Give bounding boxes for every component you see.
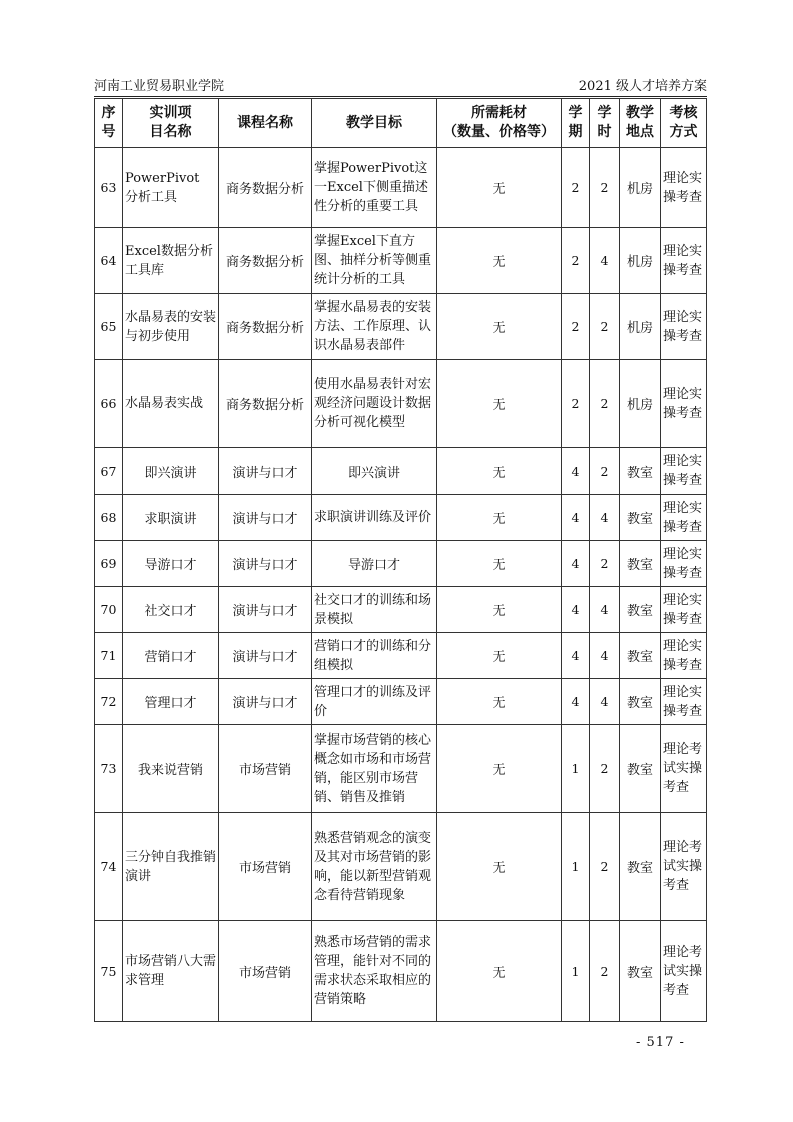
row-number: 65 [95, 294, 123, 360]
row-number: 74 [95, 813, 123, 921]
row-number: 72 [95, 679, 123, 725]
location: 教室 [620, 813, 661, 921]
location: 机房 [620, 294, 661, 360]
header-rule [94, 96, 707, 97]
project-name: 求职演讲 [123, 495, 219, 541]
table-row [95, 541, 707, 587]
course-name: 商务数据分析 [219, 148, 312, 228]
teaching-goal: 营销口才的训练和分组模拟 [312, 633, 437, 679]
course-name: 商务数据分析 [219, 294, 312, 360]
project-name: PowerPivot 分析工具 [123, 148, 219, 228]
col-header-hours: 学 时 [590, 99, 620, 148]
location: 机房 [620, 148, 661, 228]
teaching-goal: 导游口才 [312, 541, 437, 587]
course-name: 演讲与口才 [219, 541, 312, 587]
materials: 无 [437, 813, 562, 921]
teaching-goal: 掌握水晶易表的安装方法、工作原理、认识水晶易表部件 [312, 294, 437, 360]
materials: 无 [437, 679, 562, 725]
location: 教室 [620, 541, 661, 587]
hours: 4 [590, 633, 620, 679]
materials: 无 [437, 360, 562, 448]
hours: 2 [590, 294, 620, 360]
course-name: 演讲与口才 [219, 495, 312, 541]
location: 教室 [620, 495, 661, 541]
teaching-goal: 求职演讲训练及评价 [312, 495, 437, 541]
col-header-materials: 所需耗材 （数量、价格等） [437, 99, 562, 148]
semester: 1 [562, 921, 590, 1022]
course-name: 市场营销 [219, 725, 312, 813]
materials: 无 [437, 921, 562, 1022]
semester: 2 [562, 148, 590, 228]
teaching-goal: 掌握市场营销的核心概念如市场和市场营销，能区别市场营销、销售及推销 [312, 725, 437, 813]
table-row [95, 360, 707, 448]
project-name: 导游口才 [123, 541, 219, 587]
course-name: 演讲与口才 [219, 679, 312, 725]
course-name: 演讲与口才 [219, 448, 312, 495]
assessment: 理论考试实操考查 [661, 813, 707, 921]
col-header-assessment: 考核 方式 [661, 99, 707, 148]
row-number: 73 [95, 725, 123, 813]
materials: 无 [437, 228, 562, 294]
location: 教室 [620, 633, 661, 679]
materials: 无 [437, 633, 562, 679]
course-name: 市场营销 [219, 813, 312, 921]
location: 教室 [620, 679, 661, 725]
table-row [95, 448, 707, 495]
teaching-goal: 熟悉市场营销的需求管理，能针对不同的需求状态采取相应的营销策略 [312, 921, 437, 1022]
hours: 2 [590, 813, 620, 921]
table-row [95, 725, 707, 813]
row-number: 67 [95, 448, 123, 495]
col-header-location: 教学 地点 [620, 99, 661, 148]
materials: 无 [437, 495, 562, 541]
project-name: 我来说营销 [123, 725, 219, 813]
hours: 2 [590, 541, 620, 587]
hours: 2 [590, 725, 620, 813]
hours: 2 [590, 360, 620, 448]
location: 教室 [620, 587, 661, 633]
page-number: - 517 - [636, 1035, 685, 1050]
assessment: 理论实操考查 [661, 633, 707, 679]
semester: 4 [562, 541, 590, 587]
teaching-goal: 使用水晶易表针对宏观经济问题设计数据分析可视化模型 [312, 360, 437, 448]
row-number: 71 [95, 633, 123, 679]
hours: 4 [590, 228, 620, 294]
col-header-course: 课程名称 [219, 99, 312, 148]
col-header-semester: 学 期 [562, 99, 590, 148]
row-number: 64 [95, 228, 123, 294]
semester: 2 [562, 228, 590, 294]
row-number: 66 [95, 360, 123, 448]
semester: 4 [562, 587, 590, 633]
materials: 无 [437, 294, 562, 360]
table-row [95, 228, 707, 294]
project-name: 三分钟自我推销演讲 [123, 813, 219, 921]
table-header-row [95, 99, 707, 148]
course-name: 商务数据分析 [219, 360, 312, 448]
teaching-goal: 掌握Excel下直方图、抽样分析等侧重统计分析的工具 [312, 228, 437, 294]
semester: 1 [562, 725, 590, 813]
materials: 无 [437, 448, 562, 495]
semester: 4 [562, 495, 590, 541]
row-number: 75 [95, 921, 123, 1022]
col-header-goal: 教学目标 [312, 99, 437, 148]
course-name: 市场营销 [219, 921, 312, 1022]
table-row [95, 813, 707, 921]
col-header-project: 实训项 目名称 [123, 99, 219, 148]
table-row [95, 294, 707, 360]
assessment: 理论实操考查 [661, 228, 707, 294]
hours: 4 [590, 679, 620, 725]
semester: 4 [562, 633, 590, 679]
assessment: 理论实操考查 [661, 448, 707, 495]
semester: 2 [562, 360, 590, 448]
hours: 2 [590, 921, 620, 1022]
plan-title: 2021 级人才培养方案 [578, 79, 707, 94]
assessment: 理论实操考查 [661, 294, 707, 360]
assessment: 理论实操考查 [661, 587, 707, 633]
school-name: 河南工业贸易职业学院 [94, 79, 225, 94]
project-name: 营销口才 [123, 633, 219, 679]
hours: 4 [590, 587, 620, 633]
assessment: 理论实操考查 [661, 360, 707, 448]
hours: 2 [590, 148, 620, 228]
assessment: 理论实操考查 [661, 148, 707, 228]
course-name: 商务数据分析 [219, 228, 312, 294]
semester: 1 [562, 813, 590, 921]
assessment: 理论实操考查 [661, 495, 707, 541]
table-row [95, 495, 707, 541]
row-number: 69 [95, 541, 123, 587]
assessment: 理论实操考查 [661, 679, 707, 725]
table-row [95, 148, 707, 228]
location: 教室 [620, 448, 661, 495]
assessment: 理论考试实操考查 [661, 921, 707, 1022]
location: 教室 [620, 921, 661, 1022]
table-row [95, 679, 707, 725]
project-name: 水晶易表的安装与初步使用 [123, 294, 219, 360]
location: 教室 [620, 725, 661, 813]
assessment: 理论考试实操考查 [661, 725, 707, 813]
semester: 2 [562, 294, 590, 360]
project-name: 社交口才 [123, 587, 219, 633]
row-number: 68 [95, 495, 123, 541]
location: 机房 [620, 228, 661, 294]
table-row [95, 921, 707, 1022]
assessment: 理论实操考查 [661, 541, 707, 587]
teaching-goal: 掌握PowerPivot这一Excel下侧重描述性分析的重要工具 [312, 148, 437, 228]
semester: 4 [562, 679, 590, 725]
teaching-goal: 即兴演讲 [312, 448, 437, 495]
col-header-seq: 序 号 [95, 99, 123, 148]
location: 机房 [620, 360, 661, 448]
table-row [95, 587, 707, 633]
training-projects-table [94, 98, 707, 1022]
materials: 无 [437, 587, 562, 633]
row-number: 70 [95, 587, 123, 633]
project-name: 即兴演讲 [123, 448, 219, 495]
project-name: 管理口才 [123, 679, 219, 725]
row-number: 63 [95, 148, 123, 228]
page-header [94, 79, 707, 95]
materials: 无 [437, 725, 562, 813]
materials: 无 [437, 541, 562, 587]
table-row [95, 633, 707, 679]
semester: 4 [562, 448, 590, 495]
project-name: 市场营销八大需求管理 [123, 921, 219, 1022]
teaching-goal: 管理口才的训练及评价 [312, 679, 437, 725]
course-name: 演讲与口才 [219, 587, 312, 633]
project-name: 水晶易表实战 [123, 360, 219, 448]
teaching-goal: 社交口才的训练和场景模拟 [312, 587, 437, 633]
teaching-goal: 熟悉营销观念的演变及其对市场营销的影响，能以新型营销观念看待营销现象 [312, 813, 437, 921]
course-name: 演讲与口才 [219, 633, 312, 679]
materials: 无 [437, 148, 562, 228]
hours: 4 [590, 495, 620, 541]
project-name: Excel数据分析工具库 [123, 228, 219, 294]
hours: 2 [590, 448, 620, 495]
